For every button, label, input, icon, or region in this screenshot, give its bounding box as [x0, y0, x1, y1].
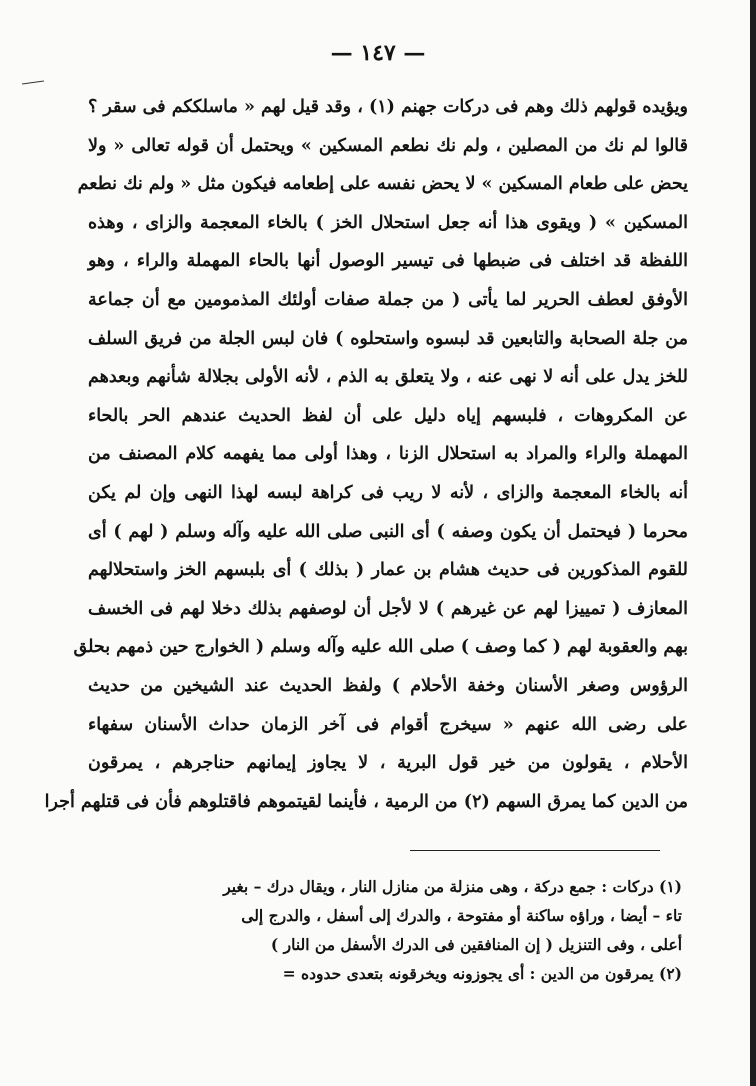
text-line: المهملة والراء والمراد به استحلال الزنا ، وهذا أولى مما يفهمه كلام المصنف من [88, 444, 688, 465]
text-line: أنه بالخاء المعجمة والزاى ، لأنه لا ريب فى كراهة لبسه لهذا النهى وإن لم يكن [88, 482, 688, 503]
page-edge-bar [750, 0, 756, 1086]
text-line: للخز يدل على أنه لا نهى عنه ، ولا يتعلق به الذم ، لأنه الأولى بجلالة شأنهم وبعدهم [88, 367, 688, 388]
footnote-line: أعلى ، وفى التنزيل ( إن المنافقين فى الدرك الأسفل من النار ) [270, 935, 682, 954]
text-line: من الدين كما يمرق السهم (٢) من الرمية ، فأينما لقيتموهم فاقتلوهم فأن فى قتلهم أجرا [44, 791, 688, 812]
text-line: ويؤيده قولهم ذلك وهم فى دركات جهنم (١) ، وقد قيل لهم « ماسلككم فى سقر ؟ [88, 97, 689, 117]
page-number: — ١٤٧ — [330, 40, 426, 66]
text-line: للقوم المذكورين فى حديث هشام بن عمار ( بذلك ) أى بلبسهم الخز واستحلالهم [88, 560, 688, 581]
footnotes [92, 872, 682, 988]
footnote-line: (٢) يمرقون من الدين : أى يجوزونه ويخرقونه بتعدى حدوده = [282, 964, 682, 983]
text-line: المعازف ( تمييزا لهم عن غيرهم ) لا لأجل أن لوصفهم بذلك دخلا لهم فى الخسف [88, 598, 688, 619]
footnote-line: (١) دركات : جمع دركة ، وهى منزلة من منازل النار ، ويقال درك – بغير [223, 877, 682, 896]
text-line: اللفظة قد اختلف فى ضبطها فى تيسير الوصول أنها بالحاء المهملة والراء ، وهو [88, 251, 688, 272]
text-line: الأحلام ، يقولون من خير قول البرية ، لا يجاوز إيمانهم حناجرهم ، يمرقون [88, 753, 688, 774]
text-line: الرؤوس وصغر الأسنان وخفة الأحلام ) ولفظ الحديث عند الشيخين من حديث [88, 675, 688, 696]
text-line: من جلة الصحابة والتابعين قد لبسوه واستحلوه ) فان لبس الجلة من فريق السلف [88, 328, 688, 349]
text-line: محرما ( فيحتمل أن يكون وصفه ) أى النبى صلى الله عليه وآله وسلم ( لهم ) أى [88, 521, 688, 542]
text-line: المسكين » ( ويقوى هذا أنه جعل استحلال الخز ) بالخاء المعجمة والزاى ، وهذه [88, 212, 688, 233]
text-line: على رضى الله عنهم « سيخرج أقوام فى آخر الزمان حداث الأسنان سفهاء [88, 714, 688, 735]
margin-mark [22, 80, 44, 84]
footnote-line: تاء – أيضا ، وراؤه ساكنة أو مفتوحة ، والدرك إلى أسفل ، والدرج إلى [241, 906, 682, 925]
text-line: الأوفق لعطف الحرير لما يأتى ( من جملة صفات أولئك المذمومين مع أن جماعة [88, 289, 688, 310]
text-line: يحض على طعام المسكين » لا يحض نفسه على إطعامه فيكون مثل « ولم نك نطعم [77, 174, 688, 195]
text-line: بهم والعقوبة لهم ( كما وصف ) صلى الله عليه وآله وسلم ( الخوارج حين ذمهم بحلق [73, 637, 688, 658]
text-line: قالوا لم نك من المصلين ، ولم نك نطعم المسكين » ويحتمل أن قوله تعالى « ولا [88, 135, 688, 156]
main-text [44, 88, 689, 821]
footnote-separator [410, 850, 660, 851]
text-line: عن المكروهات ، فلبسهم إياه دليل على أن لفظ الحديث عندهم الحر بالحاء [88, 405, 688, 426]
